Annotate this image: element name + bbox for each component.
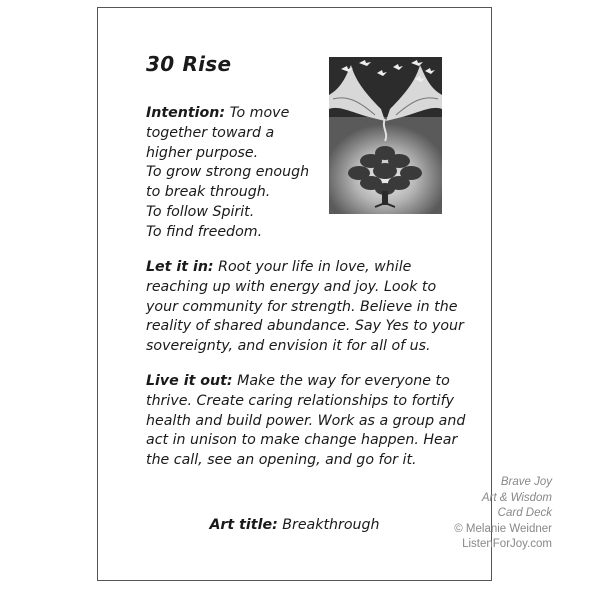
deck-name-line: Card Deck: [497, 507, 552, 519]
intention-line: To move: [229, 105, 290, 121]
copyright-text: © Melanie Weidner: [454, 522, 552, 535]
live-it-out-line: Make the way for everyone to: [237, 373, 450, 389]
let-it-in-label: Let it in:: [146, 259, 214, 275]
intention-line: to break through.: [146, 184, 271, 201]
card-number: 30: [146, 52, 175, 76]
live-it-out-label: Live it out:: [146, 373, 233, 389]
let-it-in-line: your community for strength. Believe in the: [146, 298, 458, 315]
let-it-in-line: sovereignty, and envision it for all of us.: [146, 338, 431, 355]
live-it-out-line: act in unison to make change happen. Hear: [146, 432, 458, 449]
oracle-card: [97, 7, 492, 581]
let-it-in-section: [146, 258, 464, 357]
art-title-value: Breakthrough: [282, 517, 380, 533]
live-it-out-line: the call, see an opening, and go for it.: [146, 452, 417, 469]
art-title-label: Art title:: [209, 517, 278, 533]
deck-name-line: Art & Wisdom: [481, 491, 552, 504]
card-title: [146, 52, 231, 76]
card-title-text: Rise: [182, 52, 232, 76]
intention-line: To find freedom.: [146, 223, 263, 240]
website-text: ListenForJoy.com: [462, 538, 552, 550]
let-it-in-line: Root your life in love, while: [218, 259, 412, 275]
intention-section: [146, 104, 316, 243]
deck-name-line: Brave Joy: [500, 476, 552, 488]
art-title: [98, 517, 491, 533]
live-it-out-section: [146, 372, 466, 471]
intention-line: To grow strong enough: [146, 164, 310, 181]
breakthrough-artwork: [329, 57, 442, 214]
let-it-in-line: reaching up with energy and joy. Look to: [146, 278, 437, 295]
live-it-out-line: thrive. Create caring relationships to fortify: [146, 392, 454, 409]
credit-block: [454, 475, 552, 553]
intention-label: Intention:: [146, 105, 226, 121]
intention-line: To follow Spirit.: [146, 203, 255, 220]
let-it-in-line: reality of shared abundance. Say Yes to your: [146, 318, 464, 335]
live-it-out-line: health and build power. Work as a group and: [146, 412, 466, 429]
intention-line: higher purpose.: [146, 144, 259, 161]
intention-line: together toward a: [146, 124, 275, 141]
